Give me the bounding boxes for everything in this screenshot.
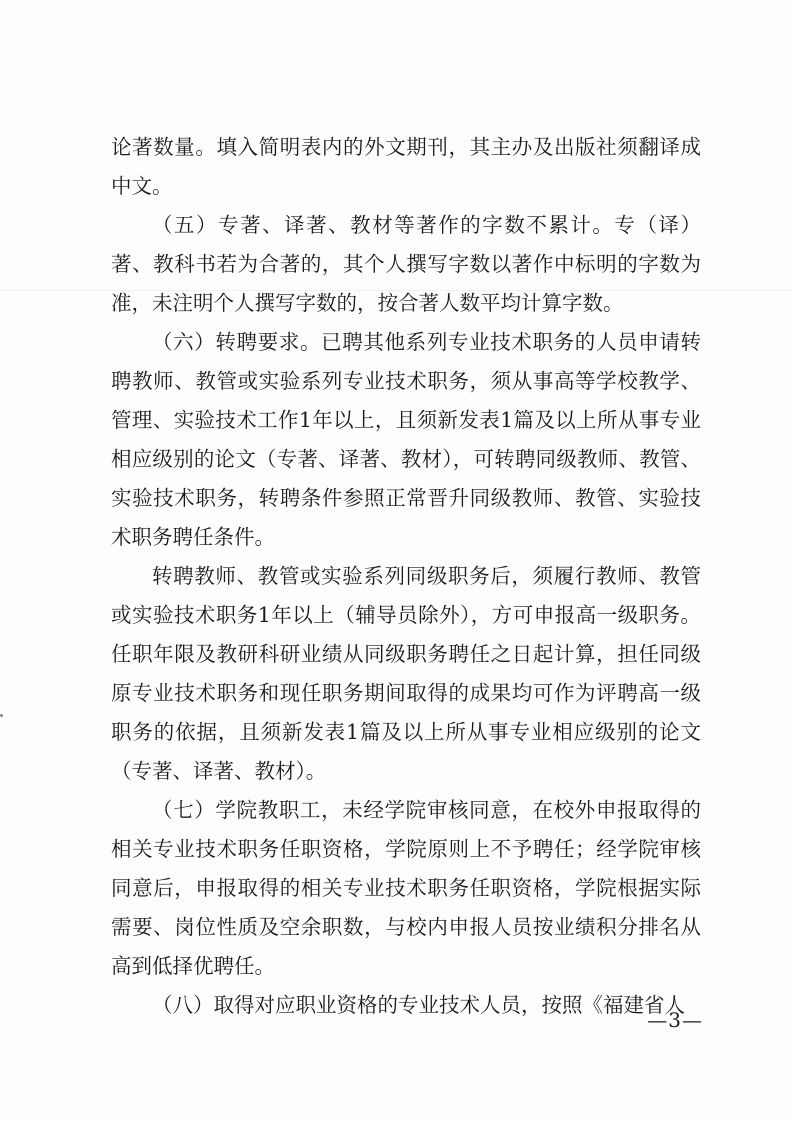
paragraph-5: （七）学院教职工，未经学院审核同意，在校外申报取得的相关专业技术职务任职资格，学院原则上不予聘任；经学院审核同意后，申报取得的相关专业技术职务任职资格，学院根据实际需要、岗位性质及空余职数，与校内申报人员按业绩积分排名从高到低择优聘任。 bbox=[111, 798, 701, 978]
paragraph-2: （五）专著、译著、教材等著作的字数不累计。专（译）著、教科书若为合著的，其个人撰写字数以著作中标明的字数为准，未注明个人撰写字数的，按合著人数平均计算字数。 bbox=[111, 213, 701, 315]
paragraph-6: （八）取得对应职业资格的专业技术人员，按照《福建省人 bbox=[152, 993, 685, 1017]
scan-mark bbox=[0, 714, 3, 717]
document-body bbox=[111, 128, 701, 1025]
paragraph-1: 论著数量。填入简明表内的外文期刊，其主办及出版社须翻译成中文。 bbox=[111, 135, 701, 198]
page-number: —3— bbox=[647, 1008, 703, 1032]
paragraph-4: 转聘教师、教管或实验系列同级职务后，须履行教师、教管或实验技术职务1年以上（辅导员除外），方可申报高一级职务。任职年限及教研科研业绩从同级职务聘任之日起计算，担任同级原专业技术职务和现任职务期间取得的成果均可作为评聘高一级职务的依据，且须新发表1篇及以上所从事专业相应级别的论文（专著、译著、教材）。 bbox=[111, 564, 701, 783]
paragraph-3: （六）转聘要求。已聘其他系列专业技术职务的人员申请转聘教师、教管或实验系列专业技术职务，须从事高等学校教学、管理、实验技术工作1年以上，且须新发表1篇及以上所从事专业相应级别的论文（专著、译著、教材），可转聘同级教师、教管、实验技术职务，转聘条件参照正常晋升同级教师、教管、实验技术职务聘任条件。 bbox=[111, 330, 701, 549]
